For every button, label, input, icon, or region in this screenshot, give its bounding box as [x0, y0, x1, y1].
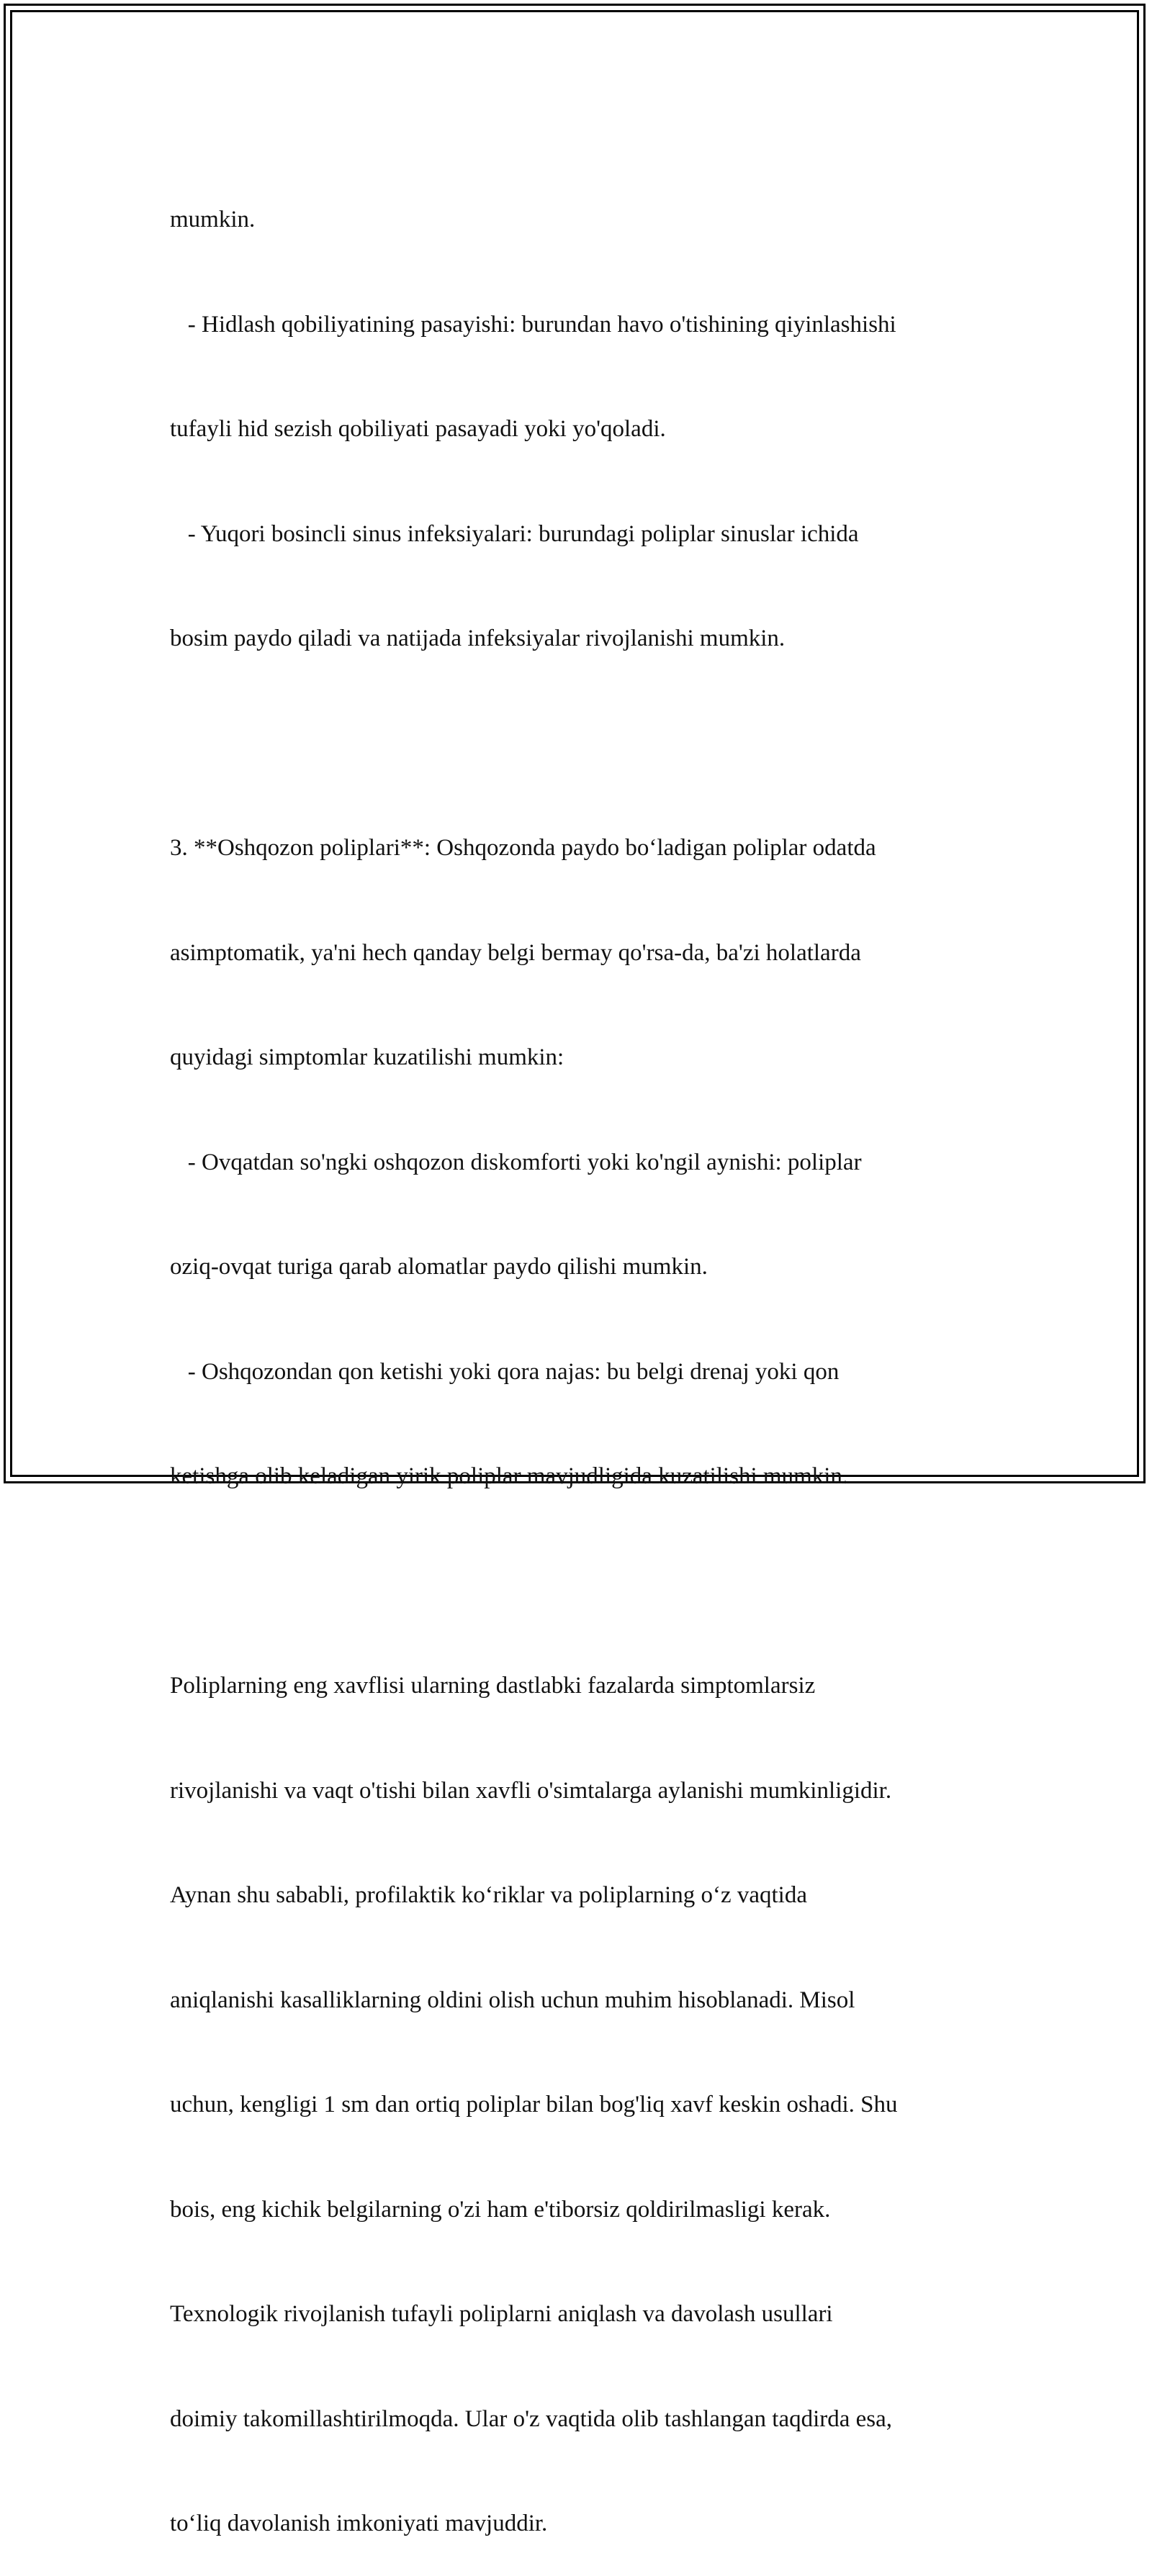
text-line: Texnologik rivojlanish tufayli poliplarni aniqlash va davolash usullari — [170, 2301, 833, 2327]
text-line: to‘liq davolanish imkoniyati mavjuddir. — [170, 2511, 548, 2536]
text-line: rivojlanishi va vaqt o'tishi bilan xavfli o'simtalarga aylanishi mumkinligidir. — [170, 1777, 892, 1804]
text-line: mumkin. — [170, 207, 256, 232]
text-line: uchun, kengligi 1 sm dan ortiq poliplar bilan bog'liq xavf keskin oshadi. Shu — [170, 2092, 898, 2118]
document-body — [170, 132, 984, 2576]
text-line: - Oshqozondan qon ketishi yoki qora najas: bu belgi drenaj yoki qon — [170, 1358, 840, 1385]
text-line: - Yuqori bosincli sinus infeksiyalari: burundagi poliplar sinuslar ichida — [170, 520, 859, 547]
text-line: aniqlanishi kasalliklarning oldini olish uchun muhim hisoblanadi. Misol — [170, 1987, 855, 2013]
text-line: - Hidlash qobiliyatining pasayishi: burundan havo o'tishining qiyinlashishi — [170, 311, 896, 338]
text-line: Aynan shu sababli, profilaktik ko‘riklar va poliplarning o‘z vaqtida — [170, 1882, 807, 1908]
paragraph-spacer — [170, 726, 984, 761]
text-line: 3. **Oshqozon poliplari**: Oshqozonda paydo bo‘ladigan poliplar odatda — [170, 835, 876, 861]
text-line: bois, eng kichik belgilarning o'zi ham e'tiborsiz qoldirilmasligi kerak. — [170, 2196, 831, 2223]
text-line: doimiy takomillashtirilmoqda. Ular o'z vaqtida olib tashlangan taqdirda esa, — [170, 2405, 893, 2432]
text-line: oziq-ovqat turiga qarab alomatlar paydo qilishi mumkin. — [170, 1254, 708, 1280]
text-line: asimptomatik, ya'ni hech qanday belgi bermay qo'rsa-da, ba'zi holatlarda — [170, 939, 861, 966]
text-line: ketishga olib keladigan yirik poliplar mavjudligida kuzatilishi mumkin. — [170, 1463, 849, 1489]
text-line: - Ovqatdan so'ngki oshqozon diskomforti yoki ko'ngil aynishi: poliplar — [170, 1149, 862, 1175]
text-line: quyidagi simptomlar kuzatilishi mumkin: — [170, 1044, 564, 1070]
text-line: bosim paydo qiladi va natijada infeksiyalar rivojlanishi mumkin. — [170, 625, 786, 651]
text-line: Poliplarning eng xavflisi ularning dastlabki fazalarda simptomlarsiz — [170, 1673, 816, 1699]
paragraph-spacer — [170, 1564, 984, 1599]
text-line: tufayli hid sezish qobiliyati pasayadi yoki yo'qoladi. — [170, 416, 666, 442]
